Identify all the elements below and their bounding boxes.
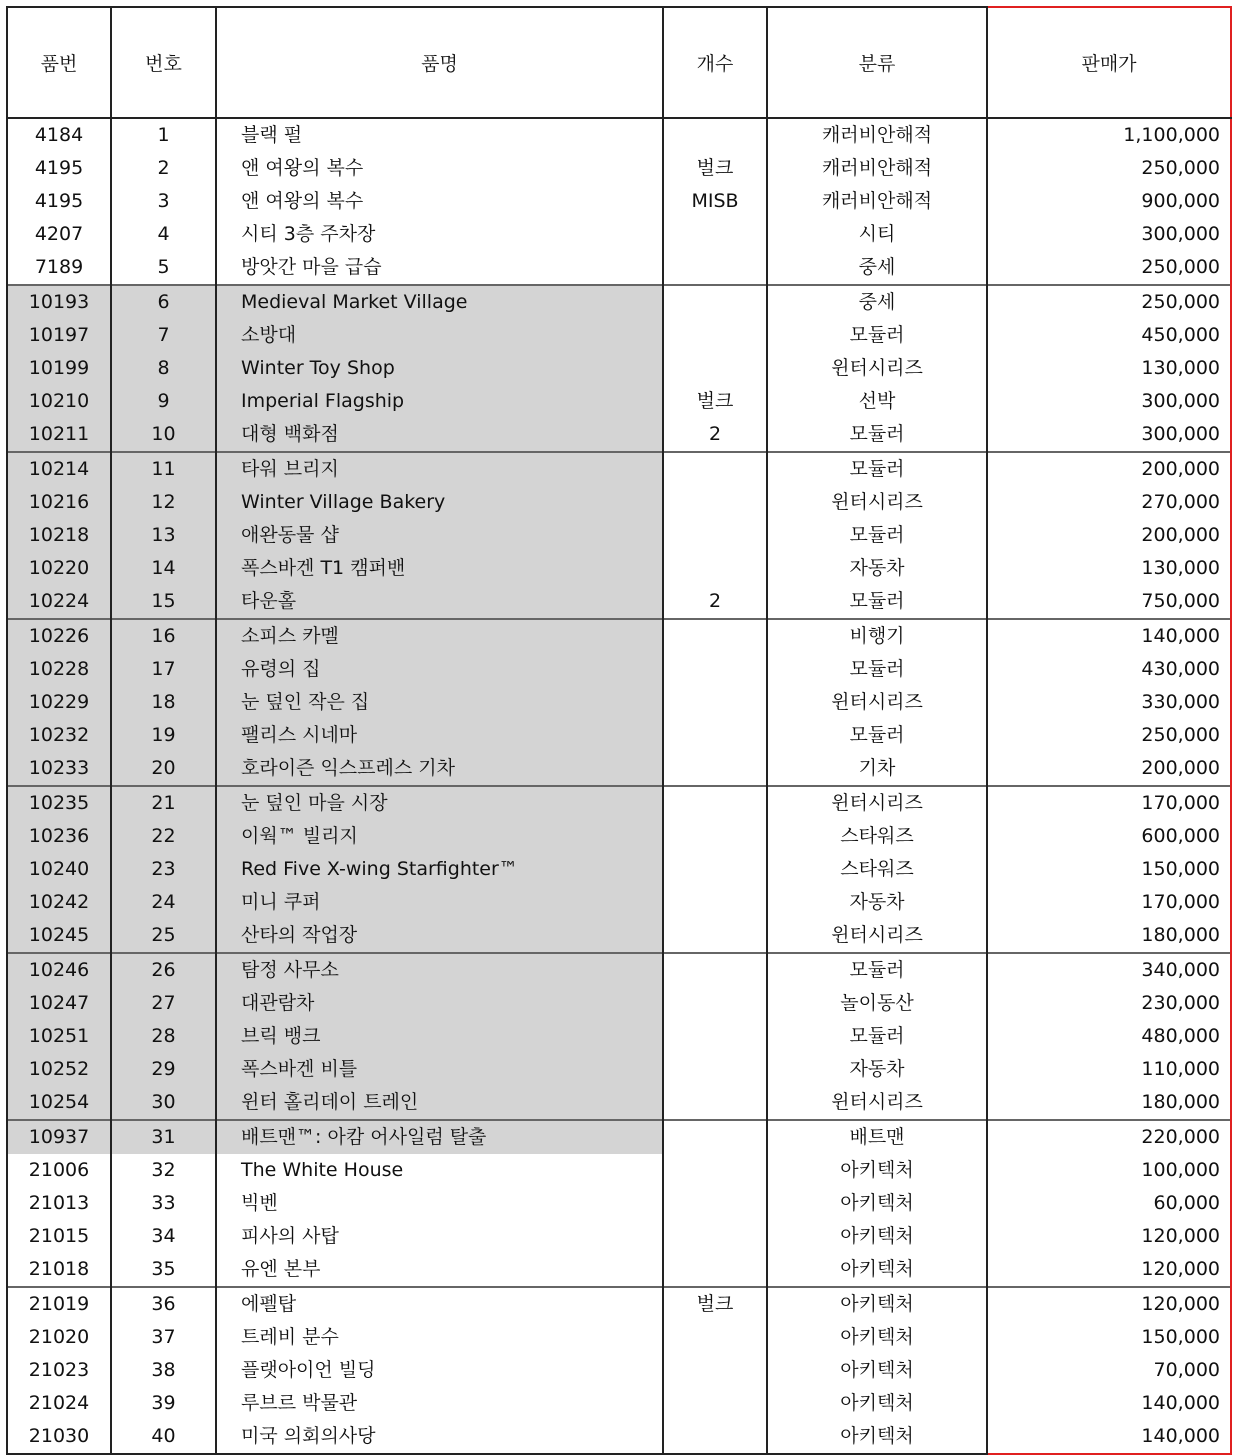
table-row (7, 152, 1231, 185)
part-no-cell: 10210 (7, 385, 111, 418)
category-cell: 아키텍처 (767, 1321, 987, 1354)
qty-cell (663, 686, 767, 719)
number-cell: 36 (111, 1287, 216, 1321)
name-cell: 대관람차 (216, 987, 663, 1020)
category-cell: 모듈러 (767, 452, 987, 486)
number-cell: 37 (111, 1321, 216, 1354)
number-cell: 6 (111, 285, 216, 319)
category-cell: 캐러비안해적 (767, 118, 987, 152)
table-row (7, 185, 1231, 218)
part-no-cell: 21023 (7, 1354, 111, 1387)
part-no-cell: 10229 (7, 686, 111, 719)
category-cell: 캐러비안해적 (767, 185, 987, 218)
name-cell: 브릭 뱅크 (216, 1020, 663, 1053)
category-cell: 모듈러 (767, 585, 987, 619)
number-cell: 39 (111, 1387, 216, 1420)
table-row (7, 653, 1231, 686)
part-no-cell: 21030 (7, 1420, 111, 1454)
number-cell: 10 (111, 418, 216, 452)
table-row (7, 452, 1231, 486)
part-no-cell: 4195 (7, 185, 111, 218)
table-row (7, 953, 1231, 987)
name-cell: 피사의 사탑 (216, 1220, 663, 1253)
name-cell: 애완동물 샵 (216, 519, 663, 552)
qty-cell (663, 251, 767, 285)
table-row (7, 118, 1231, 152)
name-cell: 미국 의회의사당 (216, 1420, 663, 1454)
category-cell: 스타워즈 (767, 853, 987, 886)
table-row (7, 853, 1231, 886)
price-cell: 250,000 (987, 152, 1231, 185)
qty-cell (663, 1387, 767, 1420)
table-body (7, 118, 1231, 1454)
price-cell: 250,000 (987, 285, 1231, 319)
price-cell: 250,000 (987, 719, 1231, 752)
number-cell: 15 (111, 585, 216, 619)
part-no-cell: 10254 (7, 1086, 111, 1120)
number-cell: 12 (111, 486, 216, 519)
part-no-cell: 21024 (7, 1387, 111, 1420)
part-no-cell: 10220 (7, 552, 111, 585)
part-no-cell: 4207 (7, 218, 111, 251)
category-cell: 윈터시리즈 (767, 919, 987, 953)
name-cell: 플랫아이언 빌딩 (216, 1354, 663, 1387)
table-row (7, 719, 1231, 752)
table-row (7, 352, 1231, 385)
table-row (7, 486, 1231, 519)
table-row (7, 1420, 1231, 1454)
qty-cell (663, 1420, 767, 1454)
category-cell: 아키텍처 (767, 1287, 987, 1321)
name-cell: Red Five X-wing Starfighter™ (216, 853, 663, 886)
price-cell: 220,000 (987, 1120, 1231, 1154)
part-no-cell: 10214 (7, 452, 111, 486)
part-no-cell: 10937 (7, 1120, 111, 1154)
table-row (7, 619, 1231, 653)
name-cell: Imperial Flagship (216, 385, 663, 418)
price-cell: 250,000 (987, 251, 1231, 285)
number-cell: 7 (111, 319, 216, 352)
table-row (7, 1220, 1231, 1253)
part-no-cell: 10236 (7, 820, 111, 853)
category-cell: 아키텍처 (767, 1154, 987, 1187)
category-cell: 중세 (767, 285, 987, 319)
table-row (7, 752, 1231, 786)
qty-cell (663, 619, 767, 653)
price-cell: 140,000 (987, 1387, 1231, 1420)
category-cell: 스타워즈 (767, 820, 987, 853)
category-cell: 윈터시리즈 (767, 686, 987, 719)
number-cell: 27 (111, 987, 216, 1020)
qty-cell (663, 118, 767, 152)
table-row (7, 1053, 1231, 1086)
name-cell: 배트맨™: 아캄 어사일럼 탈출 (216, 1120, 663, 1154)
price-cell: 150,000 (987, 1321, 1231, 1354)
category-cell: 자동차 (767, 886, 987, 919)
table-row (7, 1020, 1231, 1053)
product-price-table (6, 6, 1232, 1455)
qty-cell (663, 820, 767, 853)
category-cell: 놀이동산 (767, 987, 987, 1020)
price-cell: 180,000 (987, 919, 1231, 953)
table-row (7, 1253, 1231, 1287)
name-cell: 팰리스 시네마 (216, 719, 663, 752)
price-cell: 170,000 (987, 786, 1231, 820)
part-no-cell: 10251 (7, 1020, 111, 1053)
header-category: 분류 (767, 7, 987, 118)
part-no-cell: 10216 (7, 486, 111, 519)
price-cell: 140,000 (987, 619, 1231, 653)
qty-cell (663, 1354, 767, 1387)
part-no-cell: 10240 (7, 853, 111, 886)
name-cell: Medieval Market Village (216, 285, 663, 319)
name-cell: The White House (216, 1154, 663, 1187)
part-no-cell: 10211 (7, 418, 111, 452)
table-row (7, 285, 1231, 319)
price-cell: 430,000 (987, 653, 1231, 686)
qty-cell: 2 (663, 585, 767, 619)
qty-cell (663, 752, 767, 786)
category-cell: 비행기 (767, 619, 987, 653)
qty-cell (663, 552, 767, 585)
qty-cell (663, 1253, 767, 1287)
category-cell: 윈터시리즈 (767, 486, 987, 519)
qty-cell (663, 919, 767, 953)
name-cell: 유령의 집 (216, 653, 663, 686)
category-cell: 모듈러 (767, 719, 987, 752)
number-cell: 19 (111, 719, 216, 752)
number-cell: 30 (111, 1086, 216, 1120)
category-cell: 모듈러 (767, 653, 987, 686)
name-cell: 이웍™ 빌리지 (216, 820, 663, 853)
qty-cell (663, 719, 767, 752)
number-cell: 32 (111, 1154, 216, 1187)
qty-cell (663, 653, 767, 686)
qty-cell: 벌크 (663, 1287, 767, 1321)
table-row (7, 1321, 1231, 1354)
price-cell: 300,000 (987, 385, 1231, 418)
table-row (7, 919, 1231, 953)
table-row (7, 519, 1231, 552)
number-cell: 5 (111, 251, 216, 285)
category-cell: 아키텍처 (767, 1187, 987, 1220)
price-cell: 130,000 (987, 552, 1231, 585)
header-qty: 개수 (663, 7, 767, 118)
number-cell: 18 (111, 686, 216, 719)
number-cell: 3 (111, 185, 216, 218)
part-no-cell: 10232 (7, 719, 111, 752)
qty-cell (663, 853, 767, 886)
category-cell: 모듈러 (767, 953, 987, 987)
part-no-cell: 10233 (7, 752, 111, 786)
table-row (7, 1354, 1231, 1387)
qty-cell (663, 352, 767, 385)
price-cell: 200,000 (987, 519, 1231, 552)
part-no-cell: 10199 (7, 352, 111, 385)
number-cell: 26 (111, 953, 216, 987)
price-cell: 150,000 (987, 853, 1231, 886)
category-cell: 모듈러 (767, 319, 987, 352)
price-cell: 480,000 (987, 1020, 1231, 1053)
price-cell: 1,100,000 (987, 118, 1231, 152)
table-row (7, 1154, 1231, 1187)
price-cell: 200,000 (987, 452, 1231, 486)
price-cell: 230,000 (987, 987, 1231, 1020)
table-row (7, 1120, 1231, 1154)
name-cell: 산타의 작업장 (216, 919, 663, 953)
table-row (7, 886, 1231, 919)
header-price: 판매가 (987, 7, 1231, 118)
part-no-cell: 10235 (7, 786, 111, 820)
table-row (7, 552, 1231, 585)
part-no-cell: 10226 (7, 619, 111, 653)
category-cell: 시티 (767, 218, 987, 251)
name-cell: 소피스 카멜 (216, 619, 663, 653)
price-cell: 330,000 (987, 686, 1231, 719)
part-no-cell: 21018 (7, 1253, 111, 1287)
name-cell: 타운홀 (216, 585, 663, 619)
name-cell: 시티 3층 주차장 (216, 218, 663, 251)
qty-cell (663, 987, 767, 1020)
qty-cell (663, 1086, 767, 1120)
number-cell: 25 (111, 919, 216, 953)
qty-cell (663, 486, 767, 519)
qty-cell (663, 218, 767, 251)
part-no-cell: 10246 (7, 953, 111, 987)
part-no-cell: 10197 (7, 319, 111, 352)
price-cell: 140,000 (987, 1420, 1231, 1454)
category-cell: 중세 (767, 251, 987, 285)
price-cell: 70,000 (987, 1354, 1231, 1387)
price-cell: 270,000 (987, 486, 1231, 519)
price-cell: 450,000 (987, 319, 1231, 352)
number-cell: 11 (111, 452, 216, 486)
name-cell: 윈터 홀리데이 트레인 (216, 1086, 663, 1120)
price-cell: 120,000 (987, 1253, 1231, 1287)
price-cell: 300,000 (987, 218, 1231, 251)
price-cell: 200,000 (987, 752, 1231, 786)
category-cell: 기차 (767, 752, 987, 786)
table-row (7, 820, 1231, 853)
price-cell: 300,000 (987, 418, 1231, 452)
part-no-cell: 10252 (7, 1053, 111, 1086)
category-cell: 모듈러 (767, 418, 987, 452)
number-cell: 1 (111, 118, 216, 152)
category-cell: 아키텍처 (767, 1220, 987, 1253)
part-no-cell: 4195 (7, 152, 111, 185)
qty-cell (663, 1154, 767, 1187)
part-no-cell: 10245 (7, 919, 111, 953)
table-row (7, 1287, 1231, 1321)
qty-cell (663, 285, 767, 319)
table-row (7, 1086, 1231, 1120)
category-cell: 선박 (767, 385, 987, 418)
table-row (7, 319, 1231, 352)
qty-cell (663, 1220, 767, 1253)
part-no-cell: 21015 (7, 1220, 111, 1253)
name-cell: 폭스바겐 비틀 (216, 1053, 663, 1086)
name-cell: 대형 백화점 (216, 418, 663, 452)
number-cell: 23 (111, 853, 216, 886)
table-row (7, 251, 1231, 285)
qty-cell (663, 452, 767, 486)
table-row (7, 218, 1231, 251)
part-no-cell: 10193 (7, 285, 111, 319)
part-no-cell: 7189 (7, 251, 111, 285)
header-part-no: 품번 (7, 7, 111, 118)
category-cell: 아키텍처 (767, 1420, 987, 1454)
category-cell: 아키텍처 (767, 1354, 987, 1387)
qty-cell (663, 519, 767, 552)
number-cell: 24 (111, 886, 216, 919)
name-cell: Winter Village Bakery (216, 486, 663, 519)
name-cell: 트레비 분수 (216, 1321, 663, 1354)
part-no-cell: 21006 (7, 1154, 111, 1187)
name-cell: 앤 여왕의 복수 (216, 152, 663, 185)
qty-cell (663, 1120, 767, 1154)
qty-cell (663, 319, 767, 352)
category-cell: 윈터시리즈 (767, 786, 987, 820)
part-no-cell: 21019 (7, 1287, 111, 1321)
category-cell: 자동차 (767, 1053, 987, 1086)
price-cell: 900,000 (987, 185, 1231, 218)
qty-cell: 벌크 (663, 385, 767, 418)
qty-cell (663, 1187, 767, 1220)
number-cell: 16 (111, 619, 216, 653)
category-cell: 아키텍처 (767, 1253, 987, 1287)
number-cell: 35 (111, 1253, 216, 1287)
table-row (7, 1187, 1231, 1220)
category-cell: 모듈러 (767, 519, 987, 552)
number-cell: 40 (111, 1420, 216, 1454)
price-cell: 100,000 (987, 1154, 1231, 1187)
price-cell: 600,000 (987, 820, 1231, 853)
table-row (7, 585, 1231, 619)
part-no-cell: 10247 (7, 987, 111, 1020)
number-cell: 17 (111, 653, 216, 686)
price-cell: 130,000 (987, 352, 1231, 385)
category-cell: 배트맨 (767, 1120, 987, 1154)
header-row (7, 7, 1231, 118)
name-cell: 타워 브리지 (216, 452, 663, 486)
name-cell: 에펠탑 (216, 1287, 663, 1321)
number-cell: 38 (111, 1354, 216, 1387)
header-number: 번호 (111, 7, 216, 118)
number-cell: 29 (111, 1053, 216, 1086)
qty-cell (663, 1321, 767, 1354)
name-cell: 미니 쿠퍼 (216, 886, 663, 919)
number-cell: 28 (111, 1020, 216, 1053)
name-cell: 루브르 박물관 (216, 1387, 663, 1420)
price-cell: 750,000 (987, 585, 1231, 619)
qty-cell (663, 1053, 767, 1086)
price-cell: 340,000 (987, 953, 1231, 987)
category-cell: 자동차 (767, 552, 987, 585)
price-cell: 170,000 (987, 886, 1231, 919)
category-cell: 캐러비안해적 (767, 152, 987, 185)
name-cell: 빅벤 (216, 1187, 663, 1220)
qty-cell (663, 1020, 767, 1053)
part-no-cell: 21020 (7, 1321, 111, 1354)
part-no-cell: 10224 (7, 585, 111, 619)
category-cell: 윈터시리즈 (767, 352, 987, 385)
name-cell: 소방대 (216, 319, 663, 352)
price-sheet (6, 6, 1230, 1447)
name-cell: 유엔 본부 (216, 1253, 663, 1287)
table-row (7, 418, 1231, 452)
price-cell: 110,000 (987, 1053, 1231, 1086)
number-cell: 8 (111, 352, 216, 385)
qty-cell (663, 953, 767, 987)
name-cell: 방앗간 마을 급습 (216, 251, 663, 285)
qty-cell (663, 886, 767, 919)
qty-cell (663, 786, 767, 820)
table-row (7, 686, 1231, 719)
number-cell: 22 (111, 820, 216, 853)
part-no-cell: 10218 (7, 519, 111, 552)
number-cell: 9 (111, 385, 216, 418)
name-cell: 폭스바겐 T1 캠퍼밴 (216, 552, 663, 585)
category-cell: 모듈러 (767, 1020, 987, 1053)
number-cell: 14 (111, 552, 216, 585)
price-cell: 180,000 (987, 1086, 1231, 1120)
number-cell: 21 (111, 786, 216, 820)
name-cell: 블랙 펄 (216, 118, 663, 152)
number-cell: 2 (111, 152, 216, 185)
name-cell: 눈 덮인 마을 시장 (216, 786, 663, 820)
part-no-cell: 21013 (7, 1187, 111, 1220)
number-cell: 33 (111, 1187, 216, 1220)
name-cell: 앤 여왕의 복수 (216, 185, 663, 218)
name-cell: Winter Toy Shop (216, 352, 663, 385)
name-cell: 탐정 사무소 (216, 953, 663, 987)
part-no-cell: 4184 (7, 118, 111, 152)
price-cell: 120,000 (987, 1220, 1231, 1253)
number-cell: 34 (111, 1220, 216, 1253)
number-cell: 4 (111, 218, 216, 251)
table-row (7, 786, 1231, 820)
number-cell: 13 (111, 519, 216, 552)
name-cell: 눈 덮인 작은 집 (216, 686, 663, 719)
category-cell: 윈터시리즈 (767, 1086, 987, 1120)
price-cell: 120,000 (987, 1287, 1231, 1321)
qty-cell: 2 (663, 418, 767, 452)
table-row (7, 1387, 1231, 1420)
price-cell: 60,000 (987, 1187, 1231, 1220)
category-cell: 아키텍처 (767, 1387, 987, 1420)
header-name: 품명 (216, 7, 663, 118)
part-no-cell: 10228 (7, 653, 111, 686)
qty-cell: MISB (663, 185, 767, 218)
part-no-cell: 10242 (7, 886, 111, 919)
qty-cell: 벌크 (663, 152, 767, 185)
name-cell: 호라이즌 익스프레스 기차 (216, 752, 663, 786)
table-row (7, 987, 1231, 1020)
table-row (7, 385, 1231, 418)
number-cell: 31 (111, 1120, 216, 1154)
number-cell: 20 (111, 752, 216, 786)
